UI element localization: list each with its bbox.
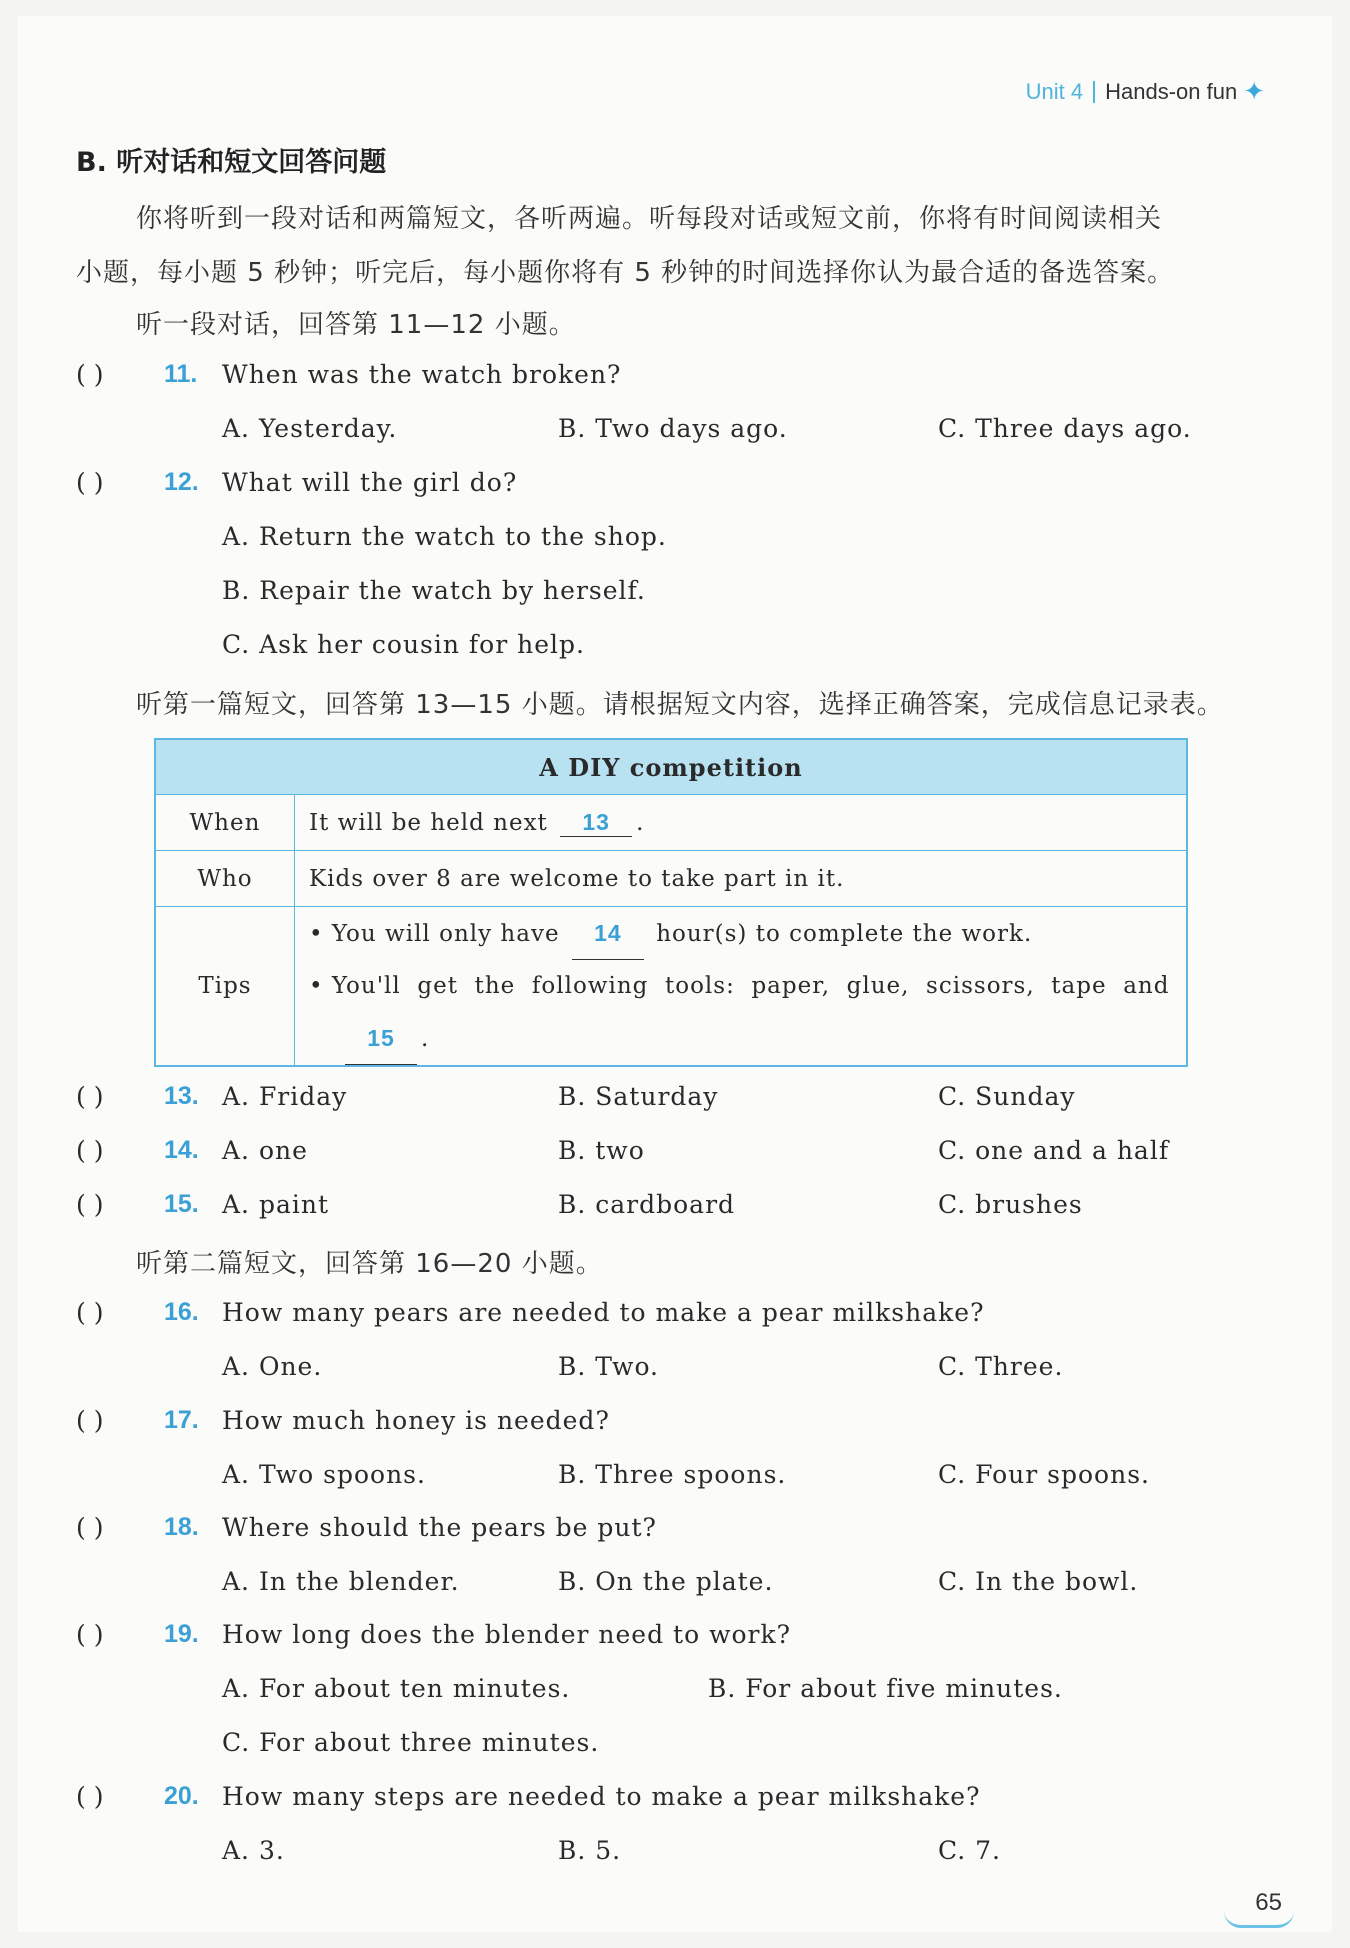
question-number: 13.: [164, 1082, 199, 1110]
answer-paren[interactable]: ( ): [76, 1513, 104, 1542]
unit-label: Unit 4: [1025, 78, 1084, 104]
option-c[interactable]: C. one and a half: [938, 1136, 1170, 1165]
part2-intro: 听第一篇短文，回答第 13—15 小题。请根据短文内容，选择正确答案，完成信息记录表。: [136, 690, 1224, 720]
who-label: Who: [155, 851, 295, 907]
answer-paren[interactable]: ( ): [76, 1298, 104, 1327]
question-number: 16.: [164, 1298, 199, 1326]
option-c[interactable]: C. 7.: [938, 1836, 1001, 1865]
page-number-swoosh: [1224, 1911, 1294, 1928]
page-number: 65: [1255, 1889, 1282, 1916]
option-a[interactable]: A. One.: [222, 1352, 323, 1381]
when-text: It will be held next: [309, 809, 548, 836]
blank-13[interactable]: 13: [560, 809, 632, 837]
option-b[interactable]: B. Saturday: [558, 1082, 719, 1111]
question-number: 11.: [164, 360, 198, 388]
option-a[interactable]: A. In the blender.: [222, 1567, 460, 1596]
table-title: A DIY competition: [155, 739, 1187, 795]
option-b[interactable]: B. For about five minutes.: [708, 1674, 1063, 1703]
question-number: 19.: [164, 1620, 199, 1648]
question-number: 12.: [164, 468, 199, 496]
info-record-table: [154, 738, 1188, 1067]
option-b[interactable]: B. Three spoons.: [558, 1460, 787, 1489]
question-number: 20.: [164, 1782, 199, 1810]
question-text: How many steps are needed to make a pear milkshake?: [222, 1782, 981, 1811]
instructions-line-1: 你将听到一段对话和两篇短文，各听两遍。听每段对话或短文前，你将有时间阅读相关: [136, 204, 1163, 234]
option-a[interactable]: A. one: [222, 1136, 308, 1165]
answer-paren[interactable]: ( ): [76, 1190, 104, 1219]
option-b[interactable]: B. cardboard: [558, 1190, 736, 1219]
option-c[interactable]: C. Sunday: [938, 1082, 1076, 1111]
sparkle-icon: ✦: [1243, 76, 1265, 106]
question-number: 15.: [164, 1190, 199, 1218]
question-number: 18.: [164, 1513, 199, 1541]
option-c[interactable]: C. For about three minutes.: [222, 1728, 600, 1757]
who-text: Kids over 8 are welcome to take part in it.: [295, 851, 1188, 907]
answer-paren[interactable]: ( ): [76, 1782, 104, 1811]
instructions-line-2: 小题，每小题 5 秒钟；听完后，每小题你将有 5 秒钟的时间选择你认为最合适的备选答案。: [76, 258, 1175, 288]
option-b[interactable]: B. Repair the watch by herself.: [222, 576, 646, 605]
option-c[interactable]: C. Four spoons.: [938, 1460, 1150, 1489]
page-header: [1026, 76, 1265, 107]
unit-title: Hands-on fun: [1105, 78, 1238, 104]
answer-paren[interactable]: ( ): [76, 1620, 104, 1649]
option-c[interactable]: C. Three days ago.: [938, 414, 1192, 443]
part1-intro: 听一段对话，回答第 11—12 小题。: [136, 310, 576, 340]
answer-paren[interactable]: ( ): [76, 468, 104, 497]
option-b[interactable]: B. 5.: [558, 1836, 622, 1865]
option-b[interactable]: B. Two.: [558, 1352, 660, 1381]
option-a[interactable]: A. 3.: [222, 1836, 285, 1865]
when-cell: It will be held next 13 .: [295, 795, 1188, 851]
option-a[interactable]: A. paint: [222, 1190, 329, 1219]
option-b[interactable]: B. Two days ago.: [558, 414, 788, 443]
header-divider: [1093, 81, 1095, 103]
option-a[interactable]: A. Friday: [222, 1082, 348, 1111]
option-c[interactable]: C. Three.: [938, 1352, 1064, 1381]
option-c[interactable]: C. Ask her cousin for help.: [222, 630, 585, 659]
question-text: How much honey is needed?: [222, 1406, 610, 1435]
part3-intro: 听第二篇短文，回答第 16—20 小题。: [136, 1249, 603, 1279]
tips-label: Tips: [155, 907, 295, 1067]
option-b[interactable]: B. two: [558, 1136, 645, 1165]
option-a[interactable]: A. For about ten minutes.: [222, 1674, 571, 1703]
option-a[interactable]: A. Return the watch to the shop.: [222, 522, 667, 551]
question-text: Where should the pears be put?: [222, 1513, 657, 1542]
answer-paren[interactable]: ( ): [76, 1082, 104, 1111]
blank-15[interactable]: 15: [345, 1012, 417, 1065]
tip1-pre: • You will only have: [309, 921, 560, 947]
tip1-post: hour(s) to complete the work.: [656, 921, 1033, 947]
question-text: What will the girl do?: [222, 468, 518, 497]
option-c[interactable]: C. In the bowl.: [938, 1567, 1139, 1596]
question-number: 14.: [164, 1136, 199, 1164]
option-c[interactable]: C. brushes: [938, 1190, 1083, 1219]
question-text: When was the watch broken?: [222, 360, 622, 389]
tip2-text: • You'll get the following tools: paper, glue, scissors, tape and: [309, 973, 1170, 999]
blank-14[interactable]: 14: [572, 907, 644, 960]
when-label: When: [155, 795, 295, 851]
section-title: B. 听对话和短文回答问题: [76, 147, 387, 178]
answer-paren[interactable]: ( ): [76, 1406, 104, 1435]
option-a[interactable]: A. Two spoons.: [222, 1460, 426, 1489]
question-number: 17.: [164, 1406, 199, 1434]
question-text: How many pears are needed to make a pear milkshake?: [222, 1298, 985, 1327]
answer-paren[interactable]: ( ): [76, 360, 104, 389]
question-text: How long does the blender need to work?: [222, 1620, 792, 1649]
answer-paren[interactable]: ( ): [76, 1136, 104, 1165]
option-a[interactable]: A. Yesterday.: [222, 414, 398, 443]
option-b[interactable]: B. On the plate.: [558, 1567, 774, 1596]
tips-cell: • You will only have 14 hour(s) to complete the work. • You'll get the following tools: paper, glue, scissors, tape and 15 .: [295, 907, 1188, 1067]
